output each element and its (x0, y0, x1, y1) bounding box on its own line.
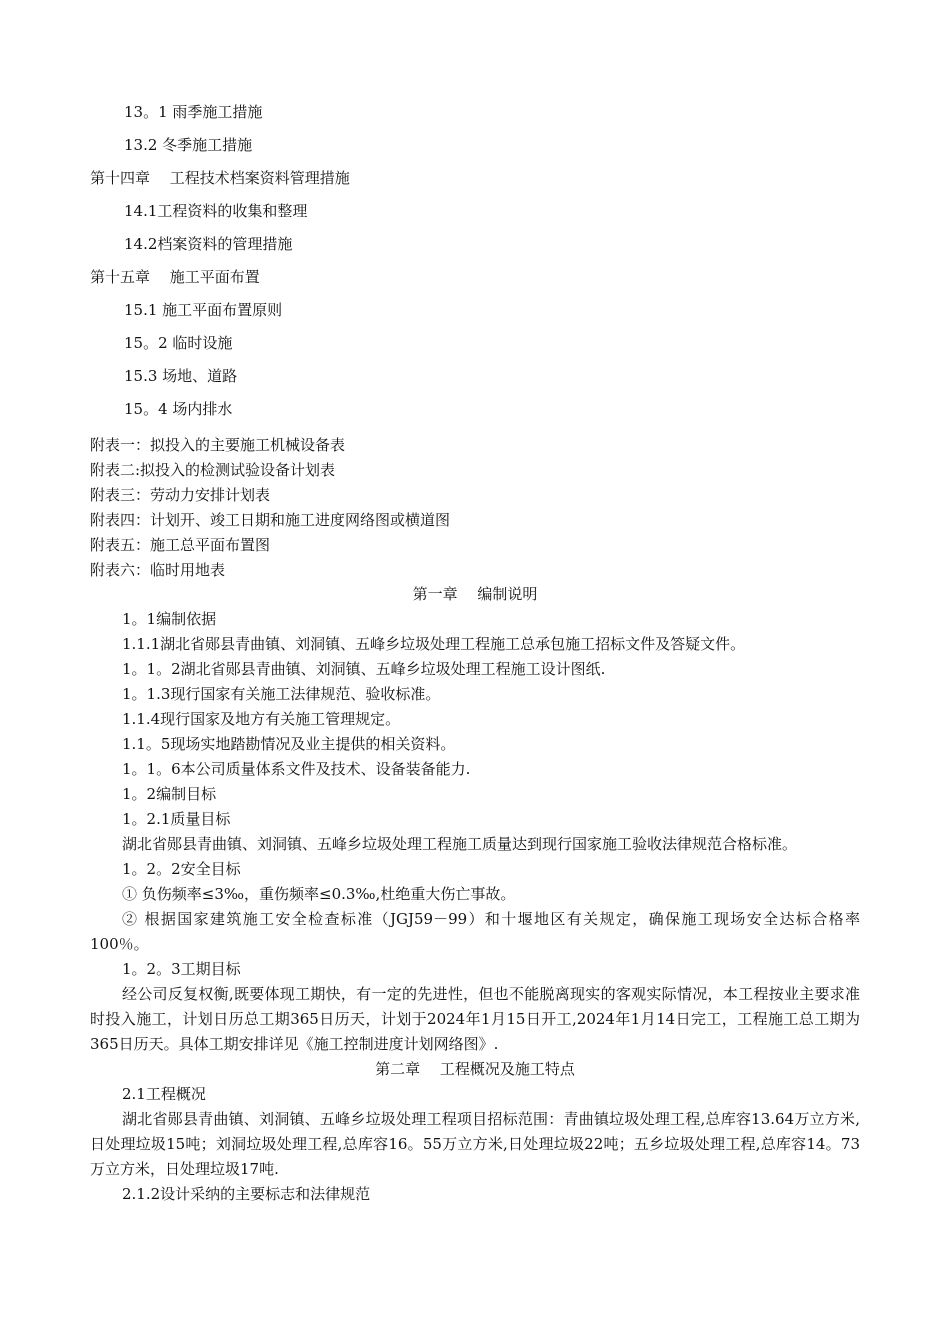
subsection-item: 1。1。6本公司质量体系文件及技术、设备装备能力. (122, 760, 471, 778)
toc-item: 15.3 场地、道路 (124, 367, 238, 385)
appendix-item: 附表五：施工总平面布置图 (90, 536, 271, 554)
appendix-list (90, 433, 870, 583)
subsection-item: 1。1。2湖北省郧县青曲镇、刘洞镇、五峰乡垃圾处理工程施工设计图纸. (122, 660, 606, 678)
subsection-item: 1.1.4现行国家及地方有关施工管理规定。 (122, 710, 401, 728)
appendix-item: 附表一：拟投入的主要施工机械设备表 (90, 436, 346, 454)
toc-chapter: 第十四章 工程技术档案资料管理措施 (90, 169, 350, 187)
paragraph: 经公司反复权衡,既要体现工期快，有一定的先进性，但也不能脱离现实的客观实际情况，本工程按业主要求准时投入施工，计划日历总工期365日历天，计划于2024年1月15日开工,2024年1月14日完工，工程施工总工期为365日历天。具体工期安排详见《施工控制进度计划网络图》. (90, 985, 860, 1053)
chapter-title: 第一章 编制说明 (412, 585, 538, 603)
subsection-heading: 2.1.2设计采纳的主要标志和法律规范 (122, 1185, 371, 1203)
document-body (90, 582, 860, 1207)
section-heading: 1。1编制依据 (122, 610, 217, 628)
appendix-item: 附表六：临时用地表 (90, 561, 226, 579)
toc-item: 14.2档案资料的管理措施 (124, 235, 293, 253)
appendix-item: 附表四：计划开、竣工日期和施工进度网络图或横道图 (90, 511, 451, 529)
subsection-heading: 1。2。3工期目标 (122, 960, 241, 978)
subsection-item: 1。1.3现行国家有关施工法律规范、验收标准。 (122, 685, 441, 703)
subsection-item: 1.1。5现场实地踏勘情况及业主提供的相关资料。 (122, 735, 456, 753)
section-heading: 1。2编制目标 (122, 785, 217, 803)
toc-item: 13.2 冬季施工措施 (124, 136, 253, 154)
paragraph: 湖北省郧县青曲镇、刘洞镇、五峰乡垃圾处理工程项目招标范围：青曲镇垃圾处理工程,总库容13.64万立方米,日处理垃圾15吨；刘洞垃圾处理工程,总库容16。55万立方米,日处理垃圾22吨；五乡垃圾处理工程,总库容14。73万立方米，日处理垃圾17吨. (90, 1110, 860, 1178)
appendix-item: 附表三：劳动力安排计划表 (90, 486, 271, 504)
subsection-heading: 1。2.1质量目标 (122, 810, 231, 828)
safety-target-item: ① 负伤频率≤3‰，重伤频率≤0.3‰,杜绝重大伤亡事故。 (122, 885, 516, 903)
appendix-item: 附表二:拟投入的检测试验设备计划表 (90, 461, 336, 479)
toc-item: 14.1工程资料的收集和整理 (124, 202, 308, 220)
paragraph: 湖北省郧县青曲镇、刘洞镇、五峰乡垃圾处理工程施工质量达到现行国家施工验收法律规范合格标准。 (122, 835, 798, 853)
toc-item: 15。4 场内排水 (124, 400, 233, 418)
safety-target-item: ② 根据国家建筑施工安全检查标准（JGJ59－99）和十堰地区有关规定，确保施工现场安全达标合格率100％。 (90, 910, 860, 953)
toc-item: 15。2 临时设施 (124, 334, 233, 352)
table-of-contents (90, 96, 870, 426)
toc-chapter: 第十五章 施工平面布置 (90, 268, 260, 286)
subsection-heading: 1。2。2安全目标 (122, 860, 241, 878)
subsection-item: 1.1.1湖北省郧县青曲镇、刘洞镇、五峰乡垃圾处理工程施工总承包施工招标文件及答疑文件。 (122, 635, 746, 653)
section-heading: 2.1工程概况 (122, 1085, 206, 1103)
toc-item: 13。1 雨季施工措施 (124, 103, 263, 121)
chapter-title: 第二章 工程概况及施工特点 (375, 1060, 575, 1078)
toc-item: 15.1 施工平面布置原则 (124, 301, 283, 319)
